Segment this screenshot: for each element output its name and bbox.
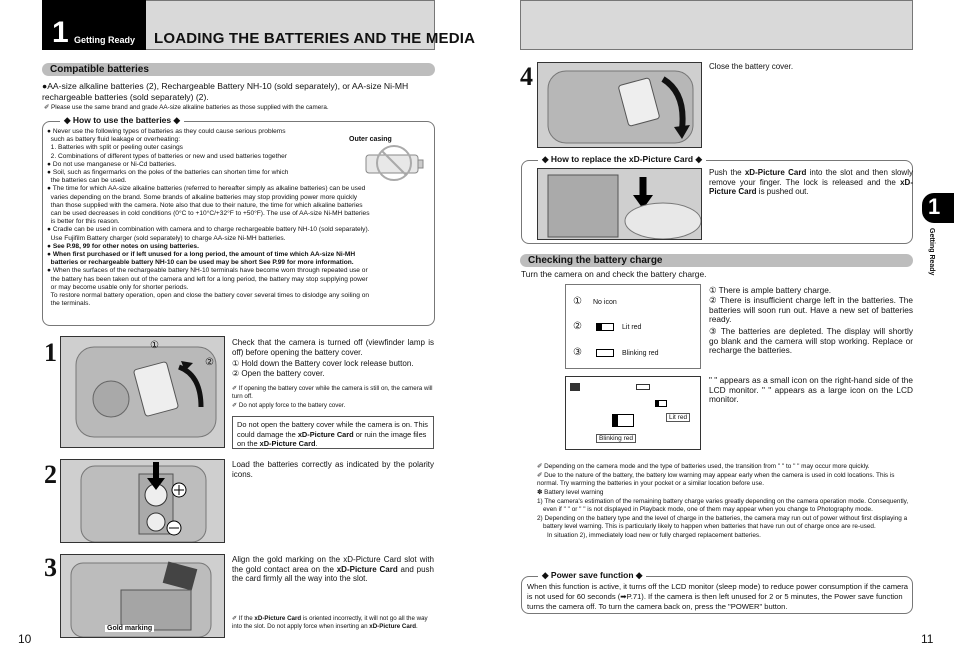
step-4-text: Close the battery cover. — [709, 62, 794, 71]
how-to-use-line: such as battery fluid leakage or overheating: — [47, 136, 181, 144]
step-3-text: Align the gold marking on the xD-Picture Card slot with the gold contact area on the xD-Picture Card and push the card firmly all the way into the slot. — [232, 555, 434, 583]
how-to-use-line: the batteries can be used. — [47, 177, 127, 185]
how-to-use-line: ● The time for which AA-size alkaline batteries (referred to hereafter simply as alkaline batteries) can be used — [47, 185, 366, 193]
how-to-use-tail-lines — [47, 267, 432, 308]
how-to-use-bold-lines — [47, 243, 432, 268]
how-to-use-line: Use Fujifilm Battery charger (sold separately) to charge AA-size Ni-MH batteries. — [47, 234, 286, 242]
lcd-large-battery-icon — [612, 414, 634, 427]
push-card-illustration — [538, 169, 702, 240]
step-2-text: Load the batteries correctly as indicated by the polarity icons. — [232, 460, 434, 479]
small-battery-icon — [636, 384, 650, 390]
right-header-bar — [520, 0, 913, 50]
battery-low-icon — [596, 323, 614, 331]
step-4-number: 4 — [520, 62, 533, 91]
how-to-use-line: ● Never use the following types of batteries as they could cause serious problems — [47, 128, 286, 135]
lcd-small-battery-icon — [655, 400, 667, 407]
mode-icon — [570, 383, 580, 391]
step-3-note: ✐ If the xD-Picture Card is oriented incorrectly, it will not go all the way into the slot. Do not apply force when inserting an xD-Picture Card. — [232, 615, 428, 630]
battery-note: ✽ Battery level warning — [537, 488, 604, 496]
callout-2: ② — [205, 357, 214, 368]
battery-state-2: ② There is insufficient charge left in the batteries. The batteries will soon run out. Have a new set of batteries ready. — [709, 295, 913, 324]
page-number-right: 11 — [921, 632, 934, 646]
replace-card-heading: ◆ How to replace the xD-Picture Card ◆ — [538, 154, 706, 165]
battery-note: 2) Depending on the battery type and the level of charge in the batteries, the camera may run out of power without first displaying a battery level warning. This is particularly likely to happen when batteries that have run out of charge once are re-used. — [537, 514, 908, 531]
how-to-use-line: than those supplied with the camera. Note also that due to their nature, the time for which alkaline batteries — [47, 201, 363, 209]
note-icon: ✐ — [232, 385, 238, 392]
indicator-3-num: ③ — [573, 347, 582, 358]
checking-battery-heading: Checking the battery charge — [520, 254, 913, 267]
step-1-note-2 — [232, 402, 434, 410]
camera-bottom-illustration — [61, 337, 225, 448]
chapter-subtitle: Getting Ready — [74, 35, 136, 45]
compat-note-text: Please use the same brand and grade AA-size alkaline batteries as those supplied with the camera. — [51, 104, 329, 111]
battery-empty-icon — [596, 349, 614, 357]
how-to-use-tail-line: the battery has been taken out of the camera and left for a long period, the battery may stop supplying power — [47, 275, 368, 283]
battery-loading-illustration — [61, 460, 225, 543]
step-3-number: 3 — [44, 553, 57, 582]
step-1-number: 1 — [44, 338, 57, 367]
replace-card-photo — [537, 168, 702, 240]
note-icon: ✐ — [232, 615, 238, 622]
finger-illustration — [625, 203, 701, 239]
checking-battery-intro: Turn the camera on and check the battery charge. — [521, 269, 707, 279]
step-2-camera-photo — [60, 459, 225, 543]
step-4-camera-photo — [537, 62, 702, 148]
how-to-use-line: can be used decreases in cold conditions (0°C to +10°C/+32°F to +50°F). The use of AA-size Ni-MH batteries — [47, 210, 370, 218]
note-icon: ✐ — [44, 104, 50, 111]
indicator-2-num: ② — [573, 321, 582, 332]
compatible-batteries-note — [44, 104, 437, 112]
how-to-use-bold-line: ● When first purchased or if left unused for a long period, the amount of time which AA-size Ni-MH — [47, 251, 356, 259]
how-to-use-batteries-heading: ◆ How to use the batteries ◆ — [60, 115, 184, 126]
battery-terminal — [418, 160, 423, 168]
battery-note: ✐ Depending on the camera mode and the type of batteries used, the transition from " " to " " may occur more quickly. — [537, 463, 870, 470]
icon-explanation: " " appears as a small icon on the right-hand side of the LCD monitor. " " appears as a large icon on the LCD monitor. — [709, 375, 913, 404]
how-to-use-bold-line: batteries or rechargeable battery NH-10 can be used may be short See P.99 for more information. — [47, 259, 354, 267]
indicator-1-label: No icon — [593, 299, 617, 306]
how-to-use-tail-line: ● When the surfaces of the rechargeable battery NH-10 terminals have become worn through repeated use or — [47, 267, 368, 275]
step-1-note-1-text: If opening the battery cover while the camera is still on, the camera will turn off. — [232, 385, 433, 400]
page-title: LOADING THE BATTERIES AND THE MEDIA — [154, 30, 476, 47]
step-1-text: Check that the camera is turned off (viewfinder lamp is off) before opening the battery cover. — [232, 338, 434, 357]
how-to-use-line: 2. Combinations of different types of batteries or new and used batteries together — [47, 152, 287, 160]
lcd-lit-red-label: Lit red — [666, 413, 690, 422]
step-1-note-2-text: Do not apply force to the battery cover. — [238, 402, 346, 409]
side-tab-number: 1 — [928, 194, 941, 219]
chapter-number: 1 — [52, 16, 69, 49]
how-to-use-tail-line: To restore normal battery operation, open and close the battery cover several times to dislodge any soiling on — [47, 292, 370, 300]
compatible-batteries-heading: Compatible batteries — [42, 63, 435, 76]
battery-note: In situation 2), immediately load new or fully charged replacement batteries. — [547, 531, 761, 539]
how-to-use-line: ● Cradle can be used in combination with camera and to charge rechargeable battery NH-10 (sold separately). — [47, 226, 370, 234]
battery-note: 1) The camera's estimation of the remaining battery charge varies greatly depending on the camera operation mode. Consequently, even if " " or " " is not displayed in Playback mode, one of them may appear when you change to Photography mode. — [537, 497, 909, 513]
how-to-use-line: 1. Batteries with split or peeling outer casings — [47, 144, 183, 152]
how-to-use-tail-line: or may become usable only for shorter periods. — [47, 283, 189, 291]
how-to-use-bold-line: ● See P.98, 99 for other notes on using batteries. — [47, 242, 199, 250]
power-save-heading: ◆ Power save function ◆ — [538, 570, 646, 581]
battery-state-3: ③ The batteries are depleted. The display will shortly go blank and the camera will stop working. Replace or recharge the batteries. — [709, 326, 913, 355]
step-2-number: 2 — [44, 460, 57, 489]
how-to-use-line: ● Soil, such as fingermarks on the poles of the batteries can shorten time for which — [47, 169, 289, 177]
lcd-blinking-red-label: Blinking red — [596, 434, 636, 443]
compatible-batteries-text: ●AA-size alkaline batteries (2), Rechargeable Battery NH-10 (sold separately), or AA-size Ni-MH rechargeable batteries (sold separately) (2). — [42, 81, 409, 102]
indicator-2-label: Lit red — [622, 324, 642, 331]
how-to-use-line: is better for this reason. — [47, 218, 120, 226]
battery-illustration — [360, 143, 432, 183]
step-1-substep-a: ① Hold down the Battery cover lock release button. — [232, 359, 414, 368]
step-1-caution: Do not open the battery cover while the camera is on. This could damage the xD-Picture Card or ruin the image files on the xD-Picture Card. — [232, 416, 434, 449]
step-1-camera-photo — [60, 336, 225, 448]
page-number-left: 10 — [18, 632, 32, 646]
battery-note: ✐ Due to the nature of the battery, the battery low warning may appear early when the camera is used in cold locations. This is normal. Try warming the batteries in your pocket or a similar location before use. — [537, 471, 895, 488]
how-to-use-line: varies depending on the brand. Some brands of alkaline batteries may stop providing power more quickly — [47, 193, 358, 201]
how-to-use-line: ● Do not use manganese or Ni-Cd batteries. — [47, 160, 177, 168]
gold-marking-label: Gold marking — [107, 625, 153, 632]
step-1-note-1 — [232, 385, 434, 401]
battery-notes — [537, 463, 913, 541]
power-save-text: When this function is active, it turns off the LCD monitor (sleep mode) to reduce power consumption if the camera is not used for 60 seconds (➡P.71). If the camera is then left unused for 2 or 5 minutes, the Power save function turns the camera off. To turn the camera back on, press the "POWER" button. — [527, 582, 908, 611]
battery-state-1: ① There is ample battery charge. — [709, 285, 832, 295]
step-1-substep-b: ② Open the battery cover. — [232, 369, 325, 378]
indicator-3-label: Blinking red — [622, 350, 659, 357]
outer-casing-label: Outer casing — [349, 136, 392, 143]
callout-1: ① — [150, 340, 159, 351]
how-to-use-tail-line: the terminals. — [47, 300, 91, 308]
side-tab-label: Getting Ready — [928, 228, 935, 276]
indicator-1-num: ① — [573, 296, 582, 307]
replace-card-text: Push the xD-Picture Card into the slot and then slowly remove your finger. The lock is released and the xD-Picture Card is pushed out. — [709, 168, 913, 196]
close-cover-illustration — [538, 63, 702, 148]
note-icon: ✐ — [232, 402, 238, 409]
